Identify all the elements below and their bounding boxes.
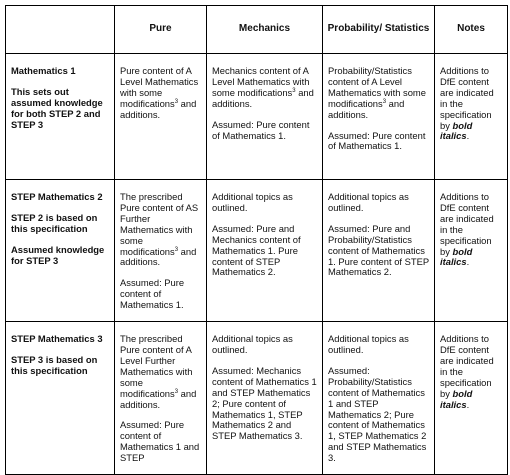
cell-paragraph: The prescribed Pure content of A Level Further Mathematics with some modifications$^3$ and additions.	[120, 333, 197, 410]
cell-paragraph: Additional topics as outlined.	[212, 333, 293, 355]
notes-cell	[435, 54, 508, 180]
cell-paragraph: Assumed: Mechanics content of Mathematics 1 and STEP Mathematics 2; Pure content of Mathematics 1, STEP Mathematics 2 and STEP Mathematics 3.	[212, 364, 317, 442]
cell-paragraph: Pure content of A Level Mathematics with some modifications$^3$ and additions.	[120, 65, 199, 120]
cell-paragraph: Additional topics as outlined.	[212, 191, 293, 213]
row-description: Assumed knowledge for STEP 3	[11, 243, 105, 266]
statistics-cell	[323, 322, 435, 475]
pure-cell	[115, 322, 207, 475]
mechanics-cell	[207, 180, 323, 322]
cell-paragraph: Assumed: Pure content of Mathematics 1 and STEP	[120, 419, 200, 464]
cell-paragraph: Additions to DfE content are indicated in the specification by bold italics.	[440, 333, 494, 410]
header-mechanics: Mechanics	[207, 6, 323, 54]
header-statistics: Probability/ Statistics	[323, 6, 435, 54]
statistics-cell	[323, 180, 435, 322]
header-row	[6, 6, 508, 54]
header-blank	[6, 6, 115, 54]
row-title: STEP Mathematics 2	[11, 191, 103, 202]
header-notes: Notes	[435, 6, 508, 54]
cell-paragraph: Additional topics as outlined.	[328, 191, 409, 213]
cell-paragraph: The prescribed Pure content of AS Further Mathematics with some modifications$^3$ and additions.	[120, 191, 199, 268]
cell-paragraph: Probability/Statistics content of A Level Mathematics with some modifications$^3$ and additions.	[328, 65, 426, 120]
cell-paragraph: Assumed: Probability/Statistics content of Mathematics 1 and STEP Mathematics 2; Pure content of Mathematics 1, STEP Mathematics 2 and STEP Mathematics 3.	[328, 364, 427, 464]
table-row	[6, 322, 508, 475]
header-pure: Pure	[115, 6, 207, 54]
mechanics-cell	[207, 54, 323, 180]
cell-paragraph: Assumed: Pure content of Mathematics 1.	[120, 277, 185, 311]
row-description: STEP 3 is based on this specification	[11, 353, 98, 376]
cell-paragraph: Additions to DfE content are indicated in the specification by bold italics.	[440, 65, 494, 142]
specification-table	[5, 5, 508, 475]
row-title: STEP Mathematics 3	[11, 333, 103, 345]
row-header	[6, 180, 115, 322]
row-header	[6, 54, 115, 180]
cell-paragraph: Assumed: Pure and Mechanics content of Mathematics 1. Pure content of STEP Mathematics 2.	[212, 222, 301, 278]
row-header	[6, 322, 115, 475]
notes-cell	[435, 322, 508, 475]
cell-paragraph: Mechanics content of A Level Mathematics with some modifications$^3$ and additions.	[212, 65, 314, 109]
table-row	[6, 54, 508, 180]
row-description: This sets out assumed knowledge for both STEP 2 and STEP 3	[11, 85, 103, 130]
row-description: STEP 2 is based on this specification	[11, 211, 98, 234]
pure-cell	[115, 180, 207, 322]
mechanics-cell	[207, 322, 323, 475]
cell-paragraph: Assumed: Pure content of Mathematics 1.	[328, 129, 426, 152]
cell-paragraph: Assumed: Pure and Probability/Statistics content of Mathematics 1. Pure content of STEP Mathematics 2.	[328, 222, 429, 278]
statistics-cell	[323, 54, 435, 180]
row-title: Mathematics 1	[11, 65, 76, 76]
table-row	[6, 180, 508, 322]
cell-paragraph: Assumed: Pure content of Mathematics 1.	[212, 118, 310, 141]
cell-paragraph: Additions to DfE content are indicated in the specification by bold italics.	[440, 191, 494, 268]
notes-cell	[435, 180, 508, 322]
pure-cell	[115, 54, 207, 180]
cell-paragraph: Additional topics as outlined.	[328, 333, 409, 355]
